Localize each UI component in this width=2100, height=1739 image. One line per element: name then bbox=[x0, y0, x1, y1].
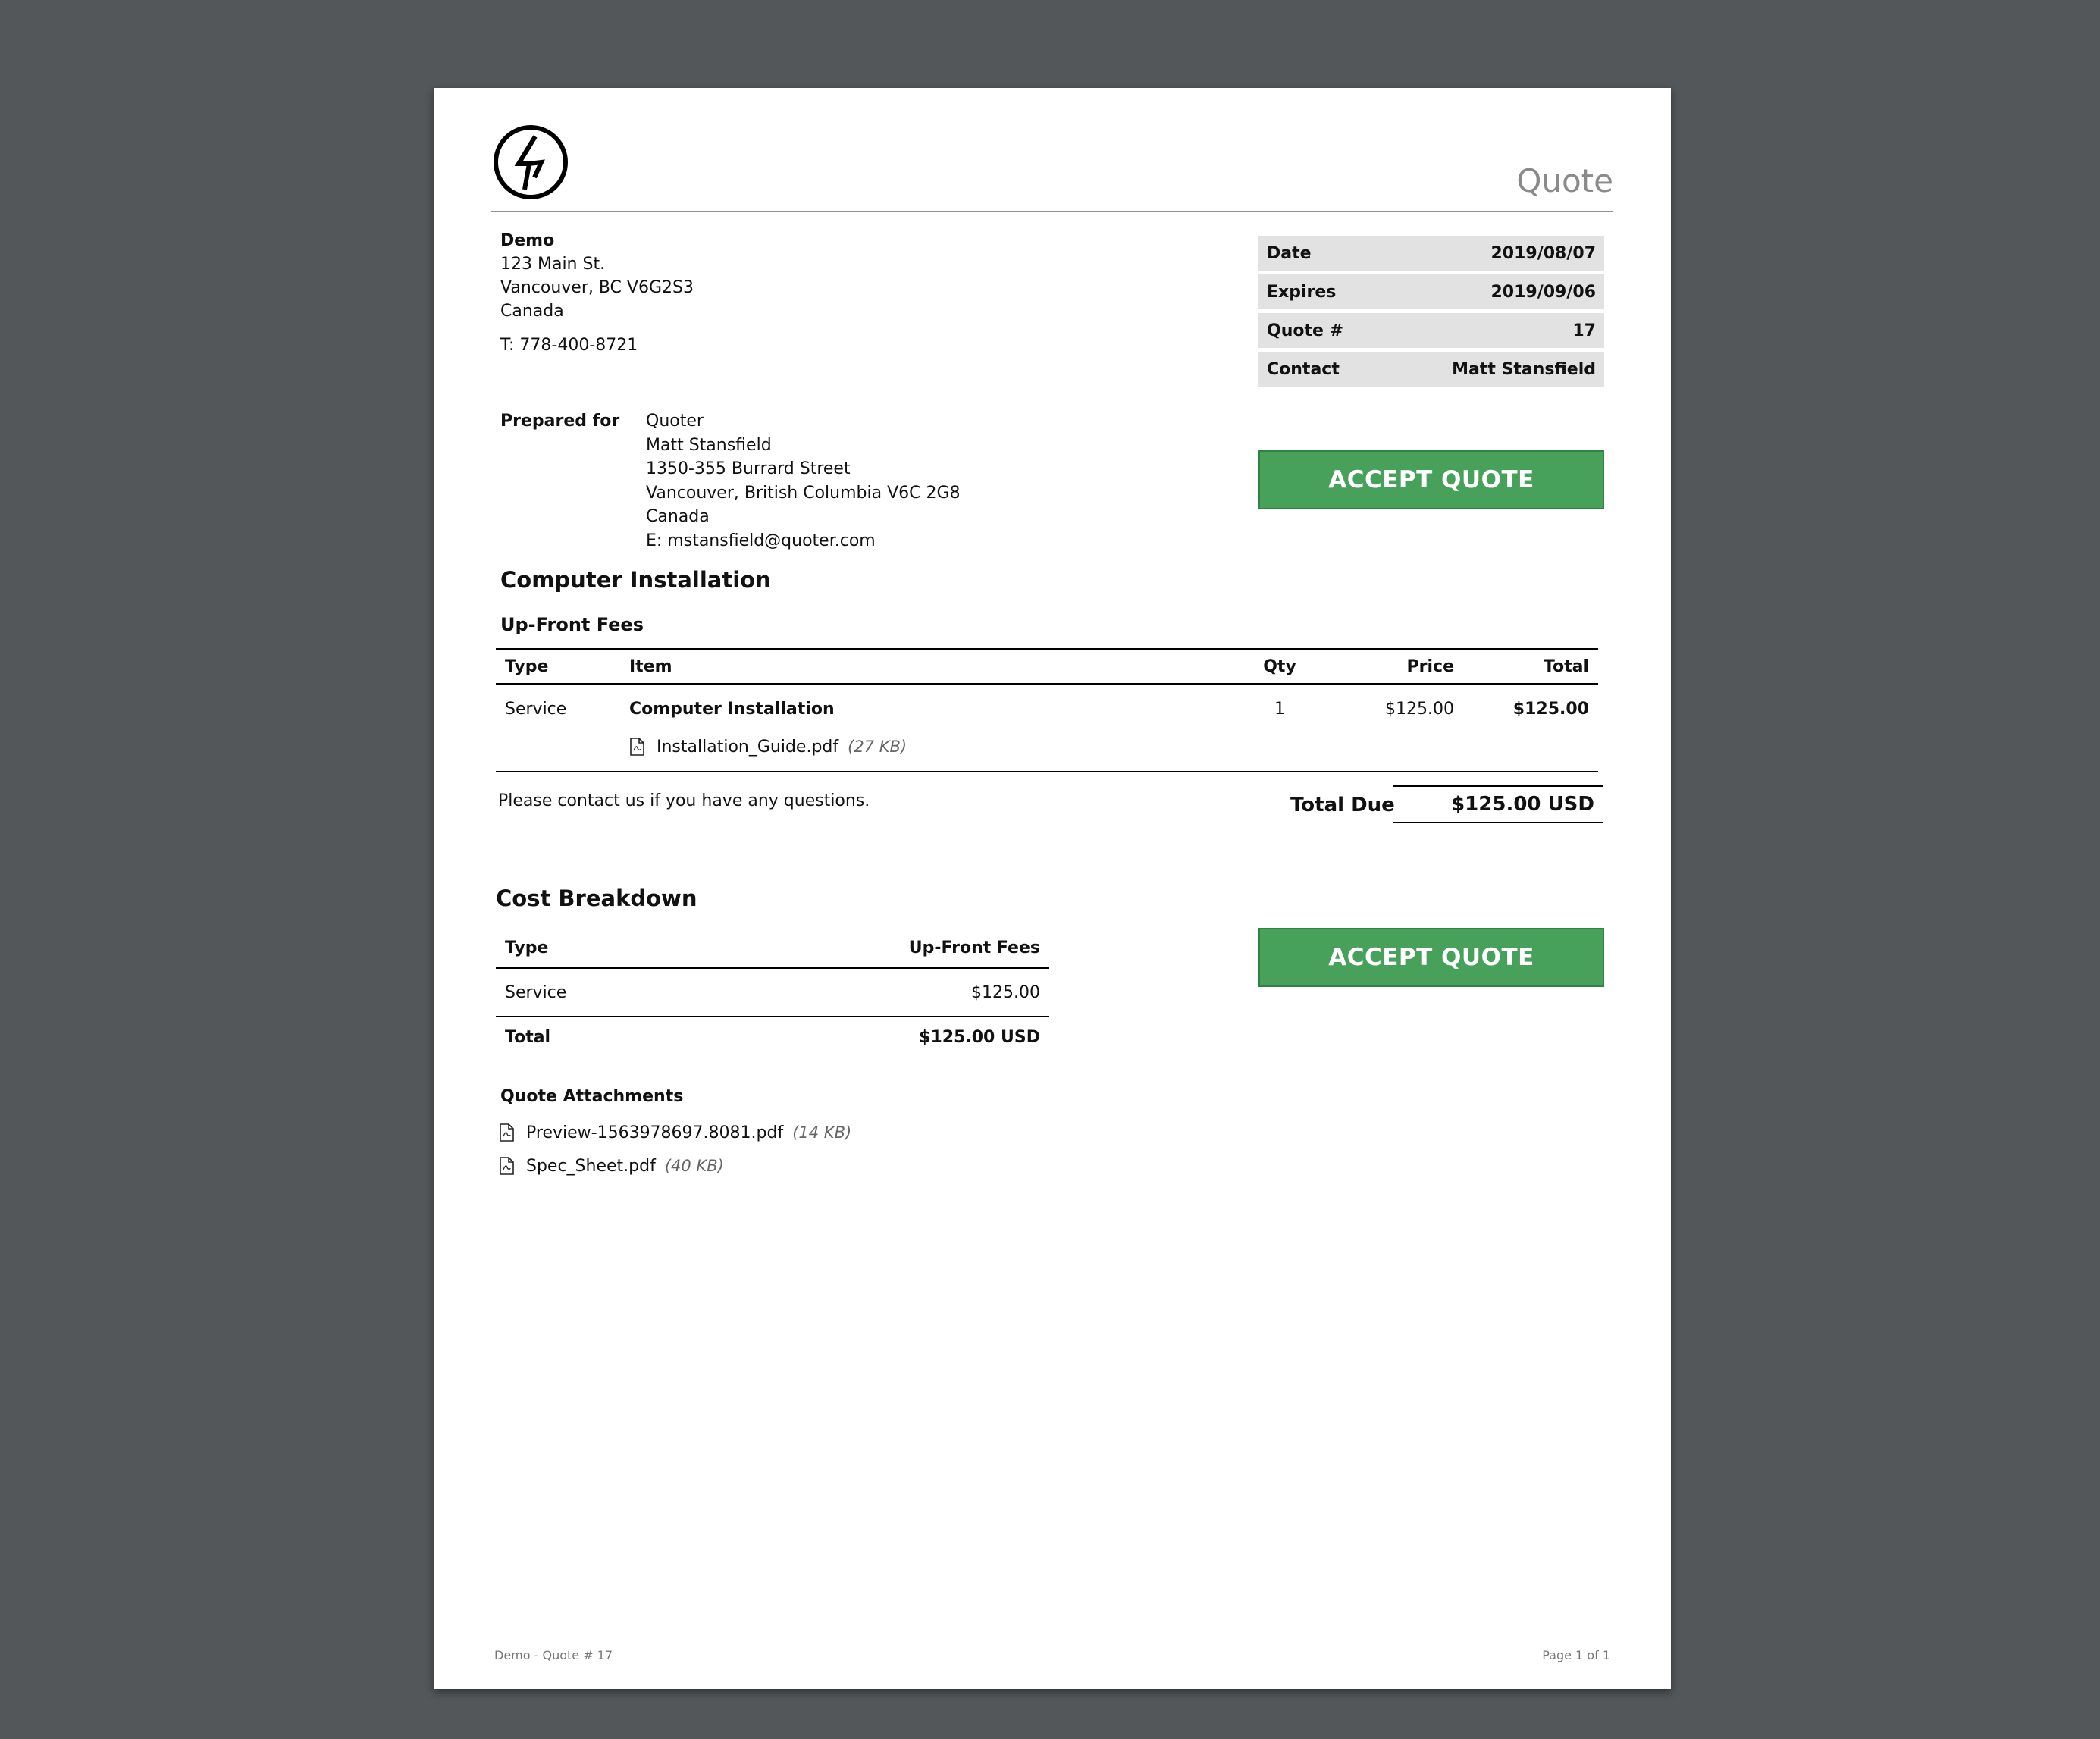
pdf-file-icon bbox=[629, 738, 644, 756]
company-address-line: 123 Main St. bbox=[500, 255, 606, 274]
prepared-for-line: Canada bbox=[646, 507, 710, 526]
footer-page-number: Page 1 of 1 bbox=[1542, 1648, 1610, 1662]
contact-note: Please contact us if you have any questions. bbox=[498, 791, 870, 810]
list-item[interactable] bbox=[499, 1116, 851, 1149]
quote-attachments-title: Quote Attachments bbox=[500, 1087, 684, 1106]
lightning-logo-icon bbox=[493, 124, 569, 200]
accept-quote-button[interactable]: ACCEPT QUOTE bbox=[1258, 450, 1604, 509]
quote-attachments-list bbox=[499, 1116, 851, 1183]
meta-label: Quote # bbox=[1267, 321, 1344, 340]
accept-quote-button[interactable]: ACCEPT QUOTE bbox=[1258, 928, 1604, 987]
cell-up-front-fees: $125.00 bbox=[971, 982, 1040, 1002]
prepared-for-line: Matt Stansfield bbox=[646, 435, 772, 455]
header-divider bbox=[491, 211, 1613, 212]
pdf-file-icon bbox=[499, 1123, 514, 1142]
table-header-row bbox=[496, 648, 1598, 685]
section-title: Computer Installation bbox=[500, 567, 771, 593]
attachment-name[interactable]: Preview-1563978697.8081.pdf bbox=[526, 1123, 784, 1142]
total-value: $125.00 USD bbox=[919, 1027, 1040, 1047]
meta-label: Date bbox=[1267, 243, 1312, 263]
meta-row-contact bbox=[1258, 352, 1604, 387]
total-due-value: $125.00 USD bbox=[1393, 785, 1603, 823]
prepared-for-line: Quoter bbox=[646, 412, 704, 431]
meta-value: Matt Stansfield bbox=[1452, 359, 1596, 379]
table-row bbox=[496, 969, 1049, 1017]
prepared-for-details bbox=[646, 409, 961, 553]
meta-row-quote-number bbox=[1258, 313, 1604, 348]
attachment-name[interactable]: Spec_Sheet.pdf bbox=[526, 1156, 656, 1176]
column-header-up-front-fees: Up-Front Fees bbox=[908, 938, 1040, 957]
prepared-for-label: Prepared for bbox=[500, 412, 620, 431]
cost-breakdown-total-row bbox=[496, 1017, 1049, 1057]
cell-type: Service bbox=[505, 982, 567, 1002]
meta-row-expires bbox=[1258, 274, 1604, 309]
cell-type: Service bbox=[505, 699, 567, 719]
prepared-for-email[interactable]: E: mstansfield@quoter.com bbox=[646, 531, 876, 550]
line-items-table bbox=[496, 648, 1598, 772]
column-header-total: Total bbox=[1543, 656, 1589, 676]
quote-page bbox=[434, 88, 1671, 1689]
prepared-for-line: Vancouver, British Columbia V6C 2G8 bbox=[646, 483, 961, 503]
column-header-price: Price bbox=[1406, 656, 1454, 676]
attachment-size: (27 KB) bbox=[848, 738, 907, 756]
list-item[interactable] bbox=[499, 1149, 851, 1183]
attachment-size: (14 KB) bbox=[792, 1123, 852, 1142]
cost-breakdown-title: Cost Breakdown bbox=[496, 885, 697, 911]
table-bottom-divider bbox=[496, 771, 1598, 772]
company-info bbox=[500, 229, 694, 357]
column-header-qty: Qty bbox=[1263, 656, 1296, 676]
footer-document-label: Demo - Quote # 17 bbox=[494, 1648, 613, 1662]
quote-meta-table bbox=[1258, 236, 1604, 390]
company-name: Demo bbox=[500, 231, 555, 250]
prepared-for-line: 1350-355 Burrard Street bbox=[646, 459, 851, 478]
company-phone: T: 778-400-8721 bbox=[500, 336, 638, 355]
meta-value: 17 bbox=[1572, 321, 1596, 340]
column-header-type: Type bbox=[505, 656, 549, 676]
pdf-file-icon bbox=[499, 1157, 514, 1175]
cost-breakdown-table bbox=[496, 928, 1049, 1057]
column-header-type: Type bbox=[505, 938, 549, 957]
cost-breakdown-header bbox=[496, 928, 1049, 969]
cell-item: Computer Installation bbox=[629, 699, 835, 719]
column-header-item: Item bbox=[629, 656, 672, 676]
attachment-name[interactable]: Installation_Guide.pdf bbox=[657, 737, 839, 757]
company-address-line: Vancouver, BC V6G2S3 bbox=[500, 278, 694, 297]
company-address-line: Canada bbox=[500, 302, 564, 321]
section-subtitle: Up-Front Fees bbox=[500, 614, 644, 635]
attachment-size: (40 KB) bbox=[664, 1157, 724, 1175]
meta-row-date bbox=[1258, 236, 1604, 271]
total-label: Total bbox=[505, 1027, 551, 1047]
meta-value: 2019/08/07 bbox=[1490, 243, 1596, 263]
cell-price: $125.00 bbox=[1385, 699, 1454, 719]
total-due-label: Total Due bbox=[1290, 794, 1395, 816]
item-attachment[interactable] bbox=[496, 727, 1598, 766]
meta-label: Expires bbox=[1267, 282, 1337, 302]
document-title: Quote bbox=[1516, 162, 1613, 199]
meta-label: Contact bbox=[1267, 359, 1340, 379]
meta-value: 2019/09/06 bbox=[1490, 282, 1596, 302]
cell-total: $125.00 bbox=[1512, 699, 1589, 719]
cell-qty: 1 bbox=[1274, 699, 1285, 719]
table-row bbox=[496, 691, 1598, 727]
